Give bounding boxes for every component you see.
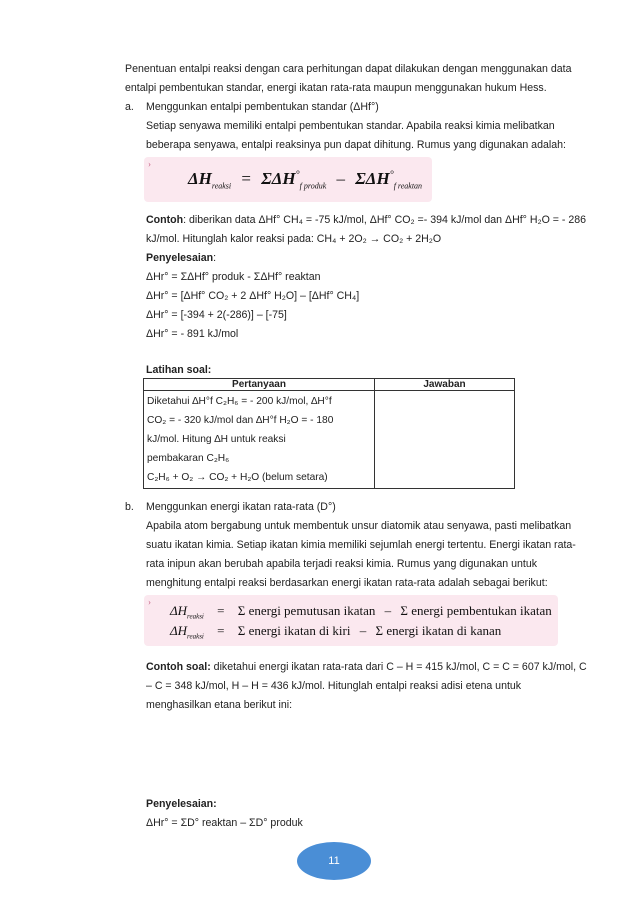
intro-line-1: Penentuan entalpi reaksi dengan cara perhitungan dapat dilakukan dengan menggunakan data xyxy=(125,63,572,75)
solution-a-label: Penyelesaian xyxy=(146,252,214,264)
section-a-para-1: Setiap senyawa memiliki entalpi pembentukan standar. Apabila reaksi kimia melibatkan xyxy=(146,120,555,132)
formula-b2-sigma-2: Σ xyxy=(375,623,384,638)
exercise-table-header xyxy=(144,379,515,391)
example-a-text-1: : diberikan data ΔHf° CH₄ = -75 kJ/mol, ΔHf° CO₂ =- 394 kJ/mol dan ΔHf° H₂O = - 286 xyxy=(183,214,587,226)
example-a-label: Contoh xyxy=(146,214,184,226)
formula-b1-term-2: energi pembentukan ikatan xyxy=(411,603,552,618)
formula-lhs: ΔH xyxy=(188,169,212,188)
section-b-para-2: suatu ikatan kimia. Setiap ikatan kimia memiliki sejumlah energi tertentu. Energi ikatan rata- xyxy=(146,539,576,551)
formula-b1-sub: reaksi xyxy=(187,612,204,621)
formula-b1-lhs: ΔH xyxy=(170,603,188,618)
solution-a-step-2: ΔHr° = [ΔHf° CO₂ + 2 ΔHf° H₂O] – [ΔHf° CH₄] xyxy=(146,290,360,302)
solution-b-step-1: ΔHr° = ΣD° reaktan – ΣD° produk xyxy=(146,817,303,829)
section-a-marker: a. xyxy=(125,101,134,113)
formula-b1-minus: – xyxy=(384,603,392,618)
solution-a-step-4: ΔHr° = - 891 kJ/mol xyxy=(146,328,239,340)
solution-a-step-3: ΔHr° = [-394 + 2(-286)] – [-75] xyxy=(146,309,287,321)
exercise-table-row xyxy=(144,391,515,489)
answer-cell[interactable] xyxy=(375,391,515,489)
formula-term-2-sup: ° xyxy=(389,169,394,181)
example-b-label: Contoh soal: xyxy=(146,661,211,673)
formula-corner-mark: › xyxy=(148,159,151,169)
formula-term-1: ΣΔH xyxy=(261,169,296,188)
exercise-table xyxy=(143,378,515,489)
header-answer: Jawaban xyxy=(375,379,515,391)
formula-minus: – xyxy=(336,169,346,188)
formula-eq: = xyxy=(241,169,251,188)
section-a-title: Menggunkan entalpi pembentukan standar (ΔHf°) xyxy=(146,101,379,113)
header-question: Pertanyaan xyxy=(144,379,375,391)
solution-a-heading xyxy=(146,251,216,265)
formula-b2-term-1: energi ikatan di kiri xyxy=(248,623,351,638)
formula-lhs-sub: reaksi xyxy=(211,181,232,191)
section-b-title: Menggunkan energi ikatan rata-rata (D°) xyxy=(146,501,336,513)
formula-term-2-sub: f reaktan xyxy=(393,181,423,191)
section-b-para-1: Apabila atom bergabung untuk membentuk unsur diatomik atau senyawa, pasti melibatkan xyxy=(146,520,572,532)
page-number: 11 xyxy=(328,855,340,867)
formula-term-1-sup: ° xyxy=(295,169,300,181)
intro-line-2: entalpi pembentukan standar, energi ikatan rata-rata maupun menggunakan hukum Hess. xyxy=(125,82,547,94)
question-line-1: Diketahui ∆H°f C₂H₆ = - 200 kJ/mol, ∆H°f xyxy=(147,396,332,407)
example-b-text-1: diketahui energi ikatan rata-rata dari C – H = 415 kJ/mol, C = C = 607 kJ/mol, C xyxy=(210,661,587,673)
question-line-4: pembakaran C₂H₆ xyxy=(147,453,230,464)
formula-box-bond-energy xyxy=(144,595,558,646)
formula-term-1-sub: f produk xyxy=(299,181,327,191)
question-line-2: CO₂ = - 320 kJ/mol dan ∆H°f H₂O = - 180 xyxy=(147,415,334,426)
formula-b2-eq: = xyxy=(217,623,225,638)
question-line-3: kJ/mol. Hitung ∆H untuk reaksi xyxy=(147,434,286,445)
example-a-line-1 xyxy=(146,213,586,227)
solution-a-step-1: ΔHr° = ΣΔHf° produk - ΣΔHf° reaktan xyxy=(146,271,321,283)
page-number-badge xyxy=(297,842,371,880)
formula-b-row-2 xyxy=(170,623,501,641)
formula-b1-sigma-2: Σ xyxy=(400,603,408,618)
formula-b1-term-1: energi pemutusan ikatan xyxy=(248,603,376,618)
exercise-heading: Latihan soal: xyxy=(146,364,212,376)
example-a-line-2: kJ/mol. Hitunglah kalor reaksi pada: CH₄ + 2O₂ → CO₂ + 2H₂O xyxy=(146,233,442,245)
formula-b2-sigma-1: Σ xyxy=(237,623,246,638)
formula-b-corner-mark: › xyxy=(148,597,151,607)
formula-b-row-1 xyxy=(170,603,552,621)
section-b-para-3: rata inipun akan berubah apabila terjadi reaksi kimia. Rumus yang digunakan untuk xyxy=(146,558,538,570)
formula-b1-eq: = xyxy=(217,603,225,618)
question-cell xyxy=(144,391,375,489)
section-a-para-2: beberapa senyawa, entalpi reaksinya pun dapat dihitung. Rumus yang digunakan adalah: xyxy=(146,139,566,151)
formula-b2-minus: – xyxy=(359,623,367,638)
formula-box-enthalpy xyxy=(144,157,432,202)
formula-b2-term-2: energi ikatan di kanan xyxy=(386,623,502,638)
example-b-line-1 xyxy=(146,660,587,674)
solution-a-colon: : xyxy=(213,252,217,264)
example-b-line-3: menghasilkan etana berikut ini: xyxy=(146,699,293,711)
section-b-para-4: menghitung entalpi reaksi berdasarkan energi ikatan rata-rata adalah sebagai berikut: xyxy=(146,577,548,589)
formula-enthalpy xyxy=(188,169,422,190)
question-line-5: C₂H₆ + O₂ → CO₂ + H₂O (belum setara) xyxy=(147,472,328,483)
formula-term-2: ΣΔH xyxy=(355,169,390,188)
formula-b1-sigma-1: Σ xyxy=(237,603,246,618)
formula-b2-lhs: ΔH xyxy=(170,623,188,638)
example-b-line-2: – C = 348 kJ/mol, H – H = 436 kJ/mol. Hitunglah entalpi reaksi adisi etena untuk xyxy=(146,680,522,692)
formula-b2-sub: reaksi xyxy=(187,632,204,641)
section-b-marker: b. xyxy=(125,501,134,513)
solution-b-heading: Penyelesaian: xyxy=(146,798,217,810)
